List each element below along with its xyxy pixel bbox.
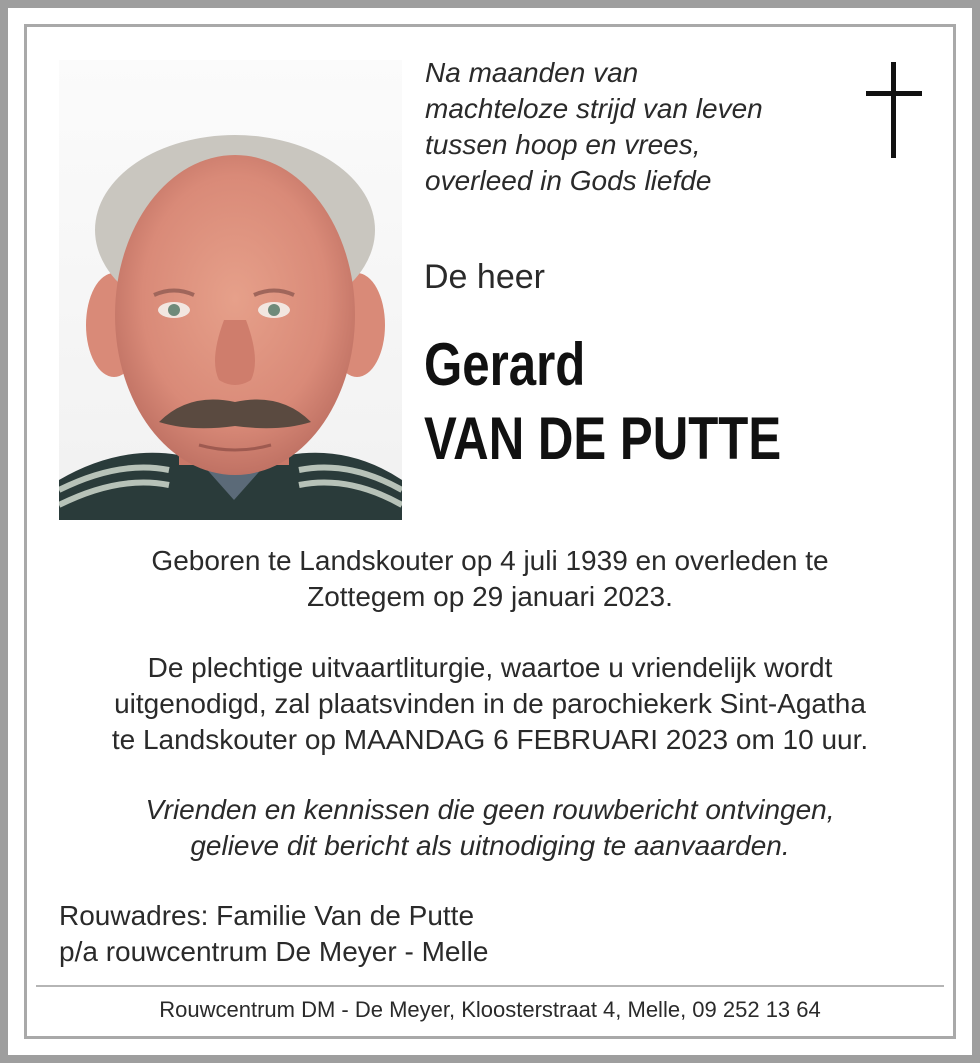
text-line: Geboren te Landskouter op 4 juli 1939 en overleden te (151, 545, 829, 576)
text-line: te Landskouter op MAANDAG 6 FEBRUARI 2023 om 10 uur. (111, 724, 869, 755)
text-line: p/a rouwcentrum De Meyer - Melle (59, 936, 489, 967)
text-line: De plechtige uitvaartliturgie, waartoe u vriendelijk wordt (147, 652, 833, 683)
first-name: Gerard (424, 331, 586, 398)
invitation-note (30, 792, 950, 864)
funeral-home-footer: Rouwcentrum DM - De Meyer, Kloosterstraat 4, Melle, 09 252 13 64 (159, 997, 821, 1022)
funeral-liturgy-info (30, 650, 950, 758)
text-line: uitgenodigd, zal plaatsvinden in de parochiekerk Sint-Agatha (114, 688, 866, 719)
poem-line: overleed in Gods liefde (425, 165, 712, 196)
text-line: Zottegem op 29 januari 2023. (307, 581, 673, 612)
cross-icon (866, 62, 922, 158)
poem-line: tussen hoop en vrees, (425, 129, 701, 160)
poem-line: machteloze strijd van leven (425, 93, 763, 124)
portrait-illustration (59, 60, 402, 520)
portrait-photo (59, 60, 402, 520)
text-line: Vrienden en kennissen die geen rouwbericht ontvingen, (145, 794, 835, 825)
text-line: Rouwadres: Familie Van de Putte (59, 900, 475, 931)
poem-line: Na maanden van (425, 57, 639, 88)
last-name: VAN DE PUTTE (424, 405, 782, 472)
birth-death-info (30, 543, 950, 615)
poem (425, 55, 763, 199)
divider (36, 985, 944, 987)
deceased-name (424, 328, 781, 476)
honorific: De heer (424, 258, 545, 296)
text-line: gelieve dit bericht als uitnodiging te aanvaarden. (190, 830, 790, 861)
mourning-address (59, 898, 488, 970)
